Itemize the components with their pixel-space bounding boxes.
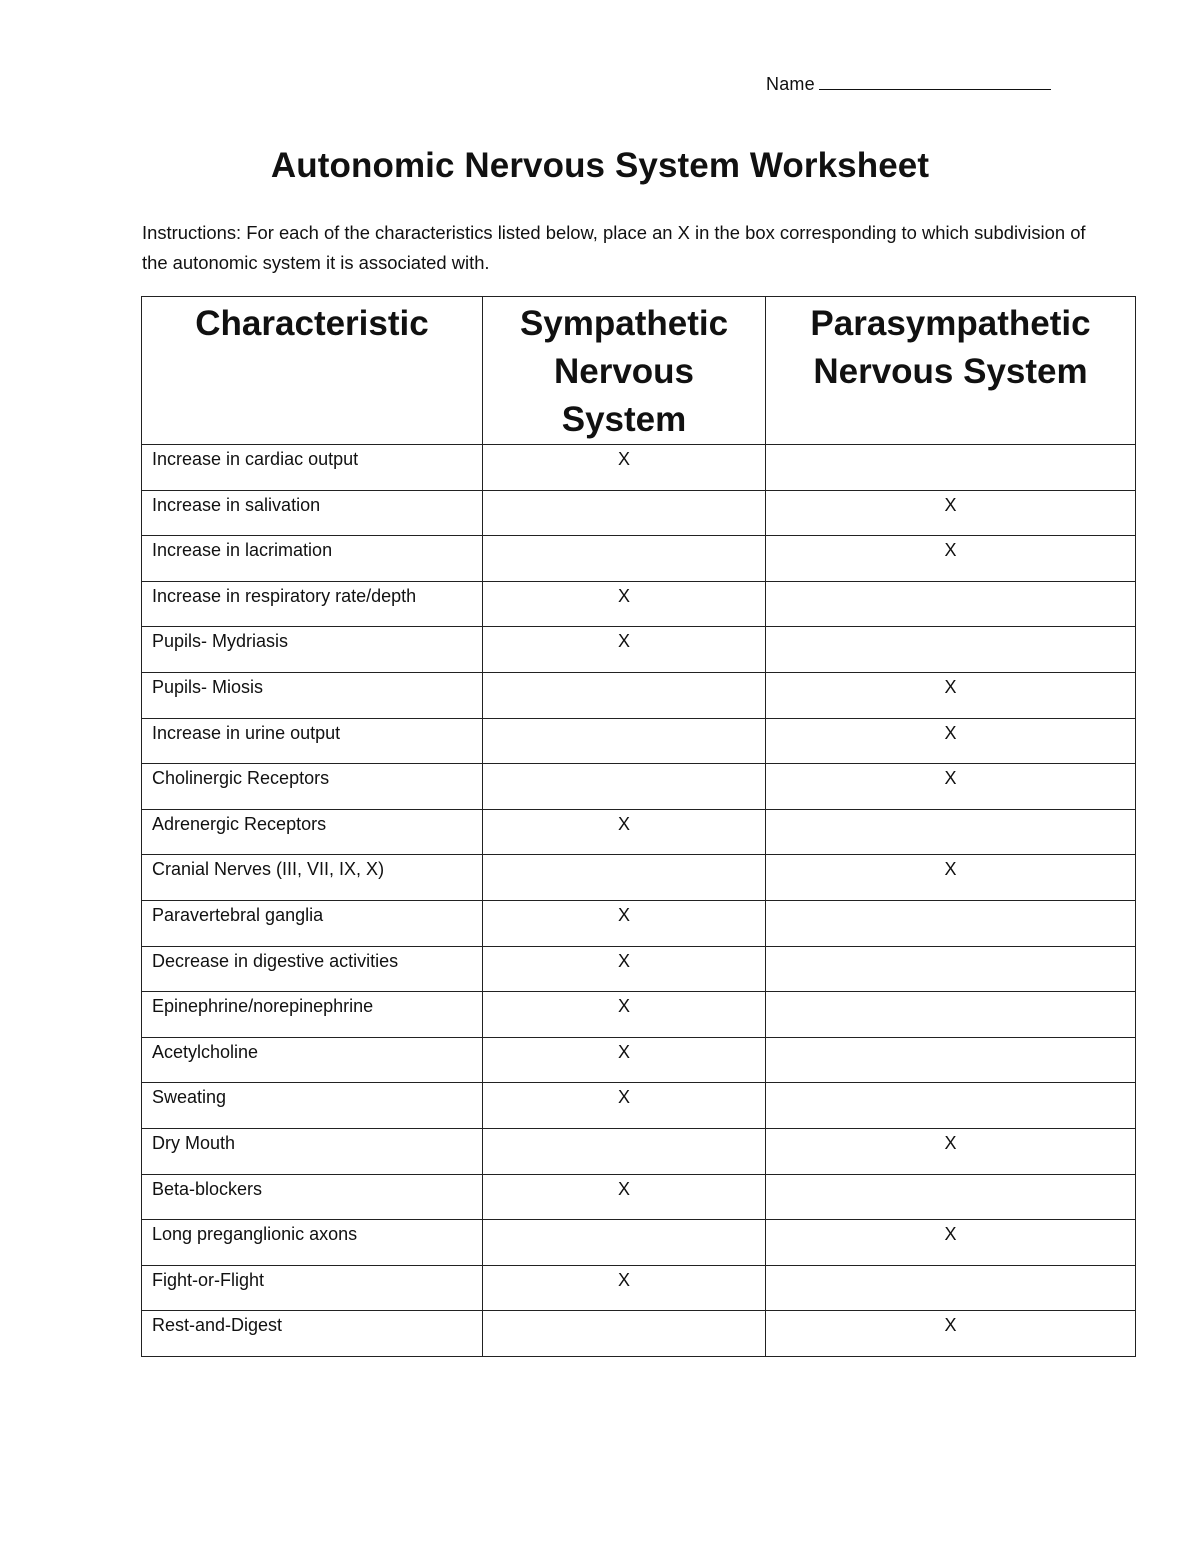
sympathetic-mark-cell[interactable] [483, 1220, 766, 1266]
table-row [142, 1311, 1136, 1357]
sympathetic-mark-cell[interactable] [483, 718, 766, 764]
table-row [142, 900, 1136, 946]
table-row [142, 992, 1136, 1038]
sympathetic-mark-cell[interactable]: X [483, 1265, 766, 1311]
characteristic-cell: Increase in cardiac output [142, 445, 483, 491]
sympathetic-mark-cell[interactable]: X [483, 1083, 766, 1129]
header-parasympathetic: Parasympathetic Nervous System [766, 297, 1136, 445]
parasympathetic-mark-cell[interactable]: X [766, 490, 1136, 536]
parasympathetic-mark-cell[interactable]: X [766, 1220, 1136, 1266]
header-sympathetic: Sympathetic Nervous System [483, 297, 766, 445]
characteristic-cell: Acetylcholine [142, 1037, 483, 1083]
table-row [142, 809, 1136, 855]
sympathetic-mark-cell[interactable] [483, 490, 766, 536]
characteristic-cell: Sweating [142, 1083, 483, 1129]
table-row [142, 946, 1136, 992]
worksheet-table [141, 296, 1136, 1357]
worksheet-table-container [141, 296, 1135, 1357]
header-characteristic: Characteristic [142, 297, 483, 445]
parasympathetic-mark-cell[interactable]: X [766, 718, 1136, 764]
table-row [142, 490, 1136, 536]
parasympathetic-mark-cell[interactable]: X [766, 536, 1136, 582]
parasympathetic-mark-cell[interactable] [766, 1265, 1136, 1311]
characteristic-cell: Increase in lacrimation [142, 536, 483, 582]
sympathetic-mark-cell[interactable]: X [483, 1174, 766, 1220]
sympathetic-mark-cell[interactable] [483, 1128, 766, 1174]
table-row [142, 718, 1136, 764]
table-row [142, 1265, 1136, 1311]
sympathetic-mark-cell[interactable]: X [483, 1037, 766, 1083]
parasympathetic-mark-cell[interactable] [766, 992, 1136, 1038]
parasympathetic-mark-cell[interactable] [766, 1174, 1136, 1220]
instructions-text: Instructions: For each of the characteristics listed below, place an X in the box corresponding to which subdivision of the autonomic system it is associated with. [142, 222, 1086, 273]
characteristic-cell: Decrease in digestive activities [142, 946, 483, 992]
sympathetic-mark-cell[interactable]: X [483, 992, 766, 1038]
parasympathetic-mark-cell[interactable]: X [766, 1311, 1136, 1357]
table-row [142, 1128, 1136, 1174]
sympathetic-mark-cell[interactable]: X [483, 627, 766, 673]
characteristic-cell: Dry Mouth [142, 1128, 483, 1174]
characteristic-cell: Adrenergic Receptors [142, 809, 483, 855]
sympathetic-mark-cell[interactable]: X [483, 900, 766, 946]
characteristic-cell: Long preganglionic axons [142, 1220, 483, 1266]
parasympathetic-mark-cell[interactable] [766, 900, 1136, 946]
table-row [142, 672, 1136, 718]
characteristic-cell: Beta-blockers [142, 1174, 483, 1220]
parasympathetic-mark-cell[interactable]: X [766, 1128, 1136, 1174]
characteristic-cell: Cholinergic Receptors [142, 764, 483, 810]
table-row [142, 1083, 1136, 1129]
table-row [142, 1220, 1136, 1266]
table-row [142, 764, 1136, 810]
characteristic-cell: Cranial Nerves (III, VII, IX, X) [142, 855, 483, 901]
sympathetic-mark-cell[interactable]: X [483, 946, 766, 992]
characteristic-cell: Rest-and-Digest [142, 1311, 483, 1357]
table-row [142, 1037, 1136, 1083]
parasympathetic-mark-cell[interactable] [766, 445, 1136, 491]
table-row [142, 445, 1136, 491]
parasympathetic-mark-cell[interactable]: X [766, 672, 1136, 718]
sympathetic-mark-cell[interactable] [483, 672, 766, 718]
characteristic-cell: Increase in salivation [142, 490, 483, 536]
parasympathetic-mark-cell[interactable] [766, 809, 1136, 855]
sympathetic-mark-cell[interactable] [483, 1311, 766, 1357]
sympathetic-mark-cell[interactable]: X [483, 445, 766, 491]
sympathetic-mark-cell[interactable] [483, 764, 766, 810]
table-row [142, 536, 1136, 582]
sympathetic-mark-cell[interactable]: X [483, 581, 766, 627]
sympathetic-mark-cell[interactable] [483, 855, 766, 901]
table-row [142, 1174, 1136, 1220]
characteristic-cell: Epinephrine/norepinephrine [142, 992, 483, 1038]
page-title: Autonomic Nervous System Worksheet [270, 146, 930, 185]
name-blank-line[interactable] [819, 74, 1051, 90]
characteristic-cell: Pupils- Mydriasis [142, 627, 483, 673]
sympathetic-mark-cell[interactable] [483, 536, 766, 582]
table-row [142, 581, 1136, 627]
parasympathetic-mark-cell[interactable] [766, 1083, 1136, 1129]
characteristic-cell: Fight-or-Flight [142, 1265, 483, 1311]
parasympathetic-mark-cell[interactable] [766, 581, 1136, 627]
parasympathetic-mark-cell[interactable]: X [766, 855, 1136, 901]
characteristic-cell: Increase in respiratory rate/depth [142, 581, 483, 627]
sympathetic-mark-cell[interactable]: X [483, 809, 766, 855]
parasympathetic-mark-cell[interactable] [766, 1037, 1136, 1083]
table-row [142, 855, 1136, 901]
name-label: Name [766, 74, 815, 94]
parasympathetic-mark-cell[interactable]: X [766, 764, 1136, 810]
parasympathetic-mark-cell[interactable] [766, 946, 1136, 992]
table-row [142, 627, 1136, 673]
characteristic-cell: Pupils- Miosis [142, 672, 483, 718]
characteristic-cell: Increase in urine output [142, 718, 483, 764]
table-header-row [142, 297, 1136, 445]
name-field[interactable] [766, 74, 1051, 95]
characteristic-cell: Paravertebral ganglia [142, 900, 483, 946]
parasympathetic-mark-cell[interactable] [766, 627, 1136, 673]
